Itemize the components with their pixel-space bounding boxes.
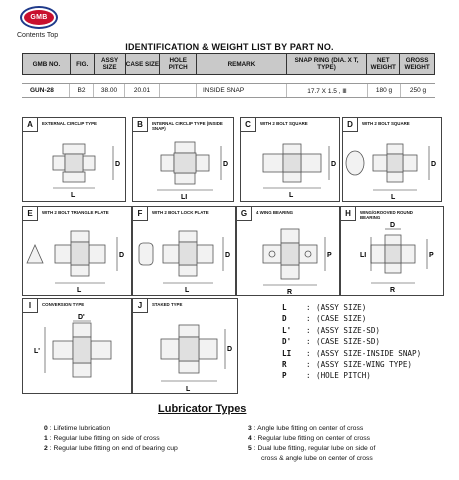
dim-label-l: L: [391, 194, 396, 201]
legend-item: D : (CASE SIZE): [282, 314, 367, 324]
u-joint-drawing: [23, 207, 132, 296]
u-joint-drawing: [23, 299, 132, 394]
dim-label-d-prime: D': [78, 314, 85, 321]
figure-panel-j: [132, 298, 238, 394]
table-row[interactable]: [22, 83, 435, 98]
figure-title: WITH 2 BOLT TRIANGLE PLATE: [42, 210, 109, 215]
lubricator-item: 5 : Dual lube fitting, regular lube on side of: [248, 445, 376, 452]
lubricator-item: 2 : Regular lube fitting on end of bearing cup: [44, 445, 178, 452]
dim-label-d: D: [331, 161, 337, 168]
dim-label-l: L: [77, 287, 82, 294]
table-header: [22, 53, 435, 75]
lubricator-item: 0 : Lifetime lubrication: [44, 425, 111, 432]
dim-label-p: P: [327, 252, 332, 259]
figure-letter: D: [343, 118, 358, 132]
figure-title: WITH 2 BOLT SQUARE: [260, 121, 308, 126]
dim-label-l: L: [71, 192, 76, 199]
dim-label-d: D: [119, 252, 125, 259]
dim-label-l-prime: L': [34, 348, 40, 355]
cell-snap-ring: 17.7 X 1.5 , Ⅲ: [287, 84, 368, 97]
lubricator-list-right: [248, 424, 448, 464]
dim-label-r: R: [287, 289, 293, 296]
col-assy-size: ASSY SIZE: [95, 54, 126, 74]
figure-panel-d: [342, 117, 442, 202]
gmb-logo[interactable]: [20, 6, 58, 29]
dim-label-d: D: [431, 161, 437, 168]
cell-case-size: 20.01: [125, 84, 160, 97]
u-joint-drawing: [133, 118, 234, 202]
figure-title: 4 WING BEARING: [256, 210, 294, 215]
legend-item: L : (ASSY SIZE): [282, 303, 367, 312]
figure-panel-a: [22, 117, 126, 202]
cell-net-weight: 180 g: [368, 84, 401, 97]
figure-letter: G: [237, 207, 252, 221]
figure-letter: F: [133, 207, 148, 221]
lubricator-item: 3 : Angle lube fitting on center of cross: [248, 425, 364, 432]
logo-text: GMB: [30, 14, 48, 21]
u-joint-drawing: [133, 207, 236, 296]
legend-item: R : (ASSY SIZE-WING TYPE): [282, 359, 413, 369]
figure-letter: I: [23, 299, 38, 313]
u-joint-drawing: [23, 118, 126, 202]
dim-label-p: P: [429, 252, 434, 259]
u-joint-drawing: [133, 299, 238, 394]
col-hole-pitch: HOLE PITCH: [160, 54, 197, 74]
dim-label-li: LI: [360, 252, 367, 259]
dim-label-l: L: [289, 192, 294, 199]
cell-fig: B2: [70, 84, 94, 97]
dimension-legend: [282, 303, 421, 383]
dim-label-d: D: [390, 222, 396, 229]
legend-item: P : (HOLE PITCH): [282, 371, 371, 381]
lubricator-item: 4 : Regular lube fitting on center of cross: [248, 435, 371, 442]
figure-letter: E: [23, 207, 38, 221]
figure-title: EXTERNAL CIRCLIP TYPE: [42, 121, 97, 126]
figure-panel-b: [132, 117, 234, 202]
col-gross-weight: GROSS WEIGHT: [404, 57, 430, 71]
col-fig: FIG.: [71, 54, 95, 74]
u-joint-drawing: [237, 207, 340, 296]
dim-label-l: L: [186, 386, 191, 393]
figure-panel-e: [22, 206, 132, 296]
dim-label-r: R: [390, 287, 396, 294]
figure-letter: C: [241, 118, 256, 132]
figure-panel-h: [340, 206, 444, 296]
contents-top-link[interactable]: Contents Top: [17, 32, 59, 39]
dim-label-li: LI: [181, 194, 188, 201]
figure-panel-g: [236, 206, 340, 296]
lubricator-list-left: [44, 424, 254, 454]
figure-letter: J: [133, 299, 148, 313]
page-title: IDENTIFICATION & WEIGHT LIST BY PART NO.: [125, 42, 334, 52]
cell-remark: INSIDE SNAP: [197, 84, 287, 97]
cell-gmb-no: GUN-28: [22, 84, 70, 97]
figure-letter: H: [341, 207, 356, 221]
dim-label-l: L: [185, 287, 190, 294]
col-case-size: CASE SIZE: [126, 54, 161, 74]
u-joint-drawing: [343, 118, 442, 202]
dim-label-d: D: [223, 161, 229, 168]
lubricator-item-continued: cross & angle lube on center of cross: [261, 455, 373, 462]
col-remark: REMARK: [197, 54, 287, 74]
col-net-weight: NET WEIGHT: [367, 54, 400, 74]
u-joint-drawing: [341, 207, 444, 296]
legend-item: D' : (CASE SIZE-SD): [282, 337, 381, 347]
figure-title: CONVERSION TYPE: [42, 302, 85, 307]
col-gmb-no: GMB NO.: [23, 54, 71, 74]
figure-title: INTERNAL CIRCLIP TYPE (INSIDE SNAP): [152, 121, 223, 131]
figure-title: WITH 2 BOLT LOCK PLATE: [152, 210, 209, 215]
lubricator-item: 1 : Regular lube fitting on side of cross: [44, 435, 160, 442]
col-snap-ring: SNAP RING (DIA. X T, TYPE): [287, 54, 368, 74]
legend-item: LI : (ASSY SIZE-INSIDE SNAP): [282, 348, 422, 358]
figure-letter: B: [133, 118, 148, 132]
dim-label-d: D: [115, 161, 121, 168]
figure-panel-i: [22, 298, 132, 394]
cell-hole-pitch: [160, 84, 197, 97]
dim-label-d: D: [227, 346, 233, 353]
figure-title: WITH 2 BOLT SQUARE: [362, 121, 410, 126]
lubricator-title: Lubricator Types: [158, 403, 247, 415]
logo-oval: [24, 10, 54, 25]
figure-title: WING/GROOVED ROUND BEARING: [360, 210, 413, 220]
legend-item: L' : (ASSY SIZE-SD): [282, 325, 381, 335]
figure-panel-f: [132, 206, 236, 296]
u-joint-drawing: [241, 118, 340, 202]
figure-title: STAKED TYPE: [152, 302, 183, 307]
dim-label-d: D: [225, 252, 231, 259]
figure-letter: A: [23, 118, 38, 132]
cell-assy-size: 38.00: [94, 84, 125, 97]
figure-panel-c: [240, 117, 340, 202]
cell-gross-weight: 250 g: [409, 87, 427, 94]
